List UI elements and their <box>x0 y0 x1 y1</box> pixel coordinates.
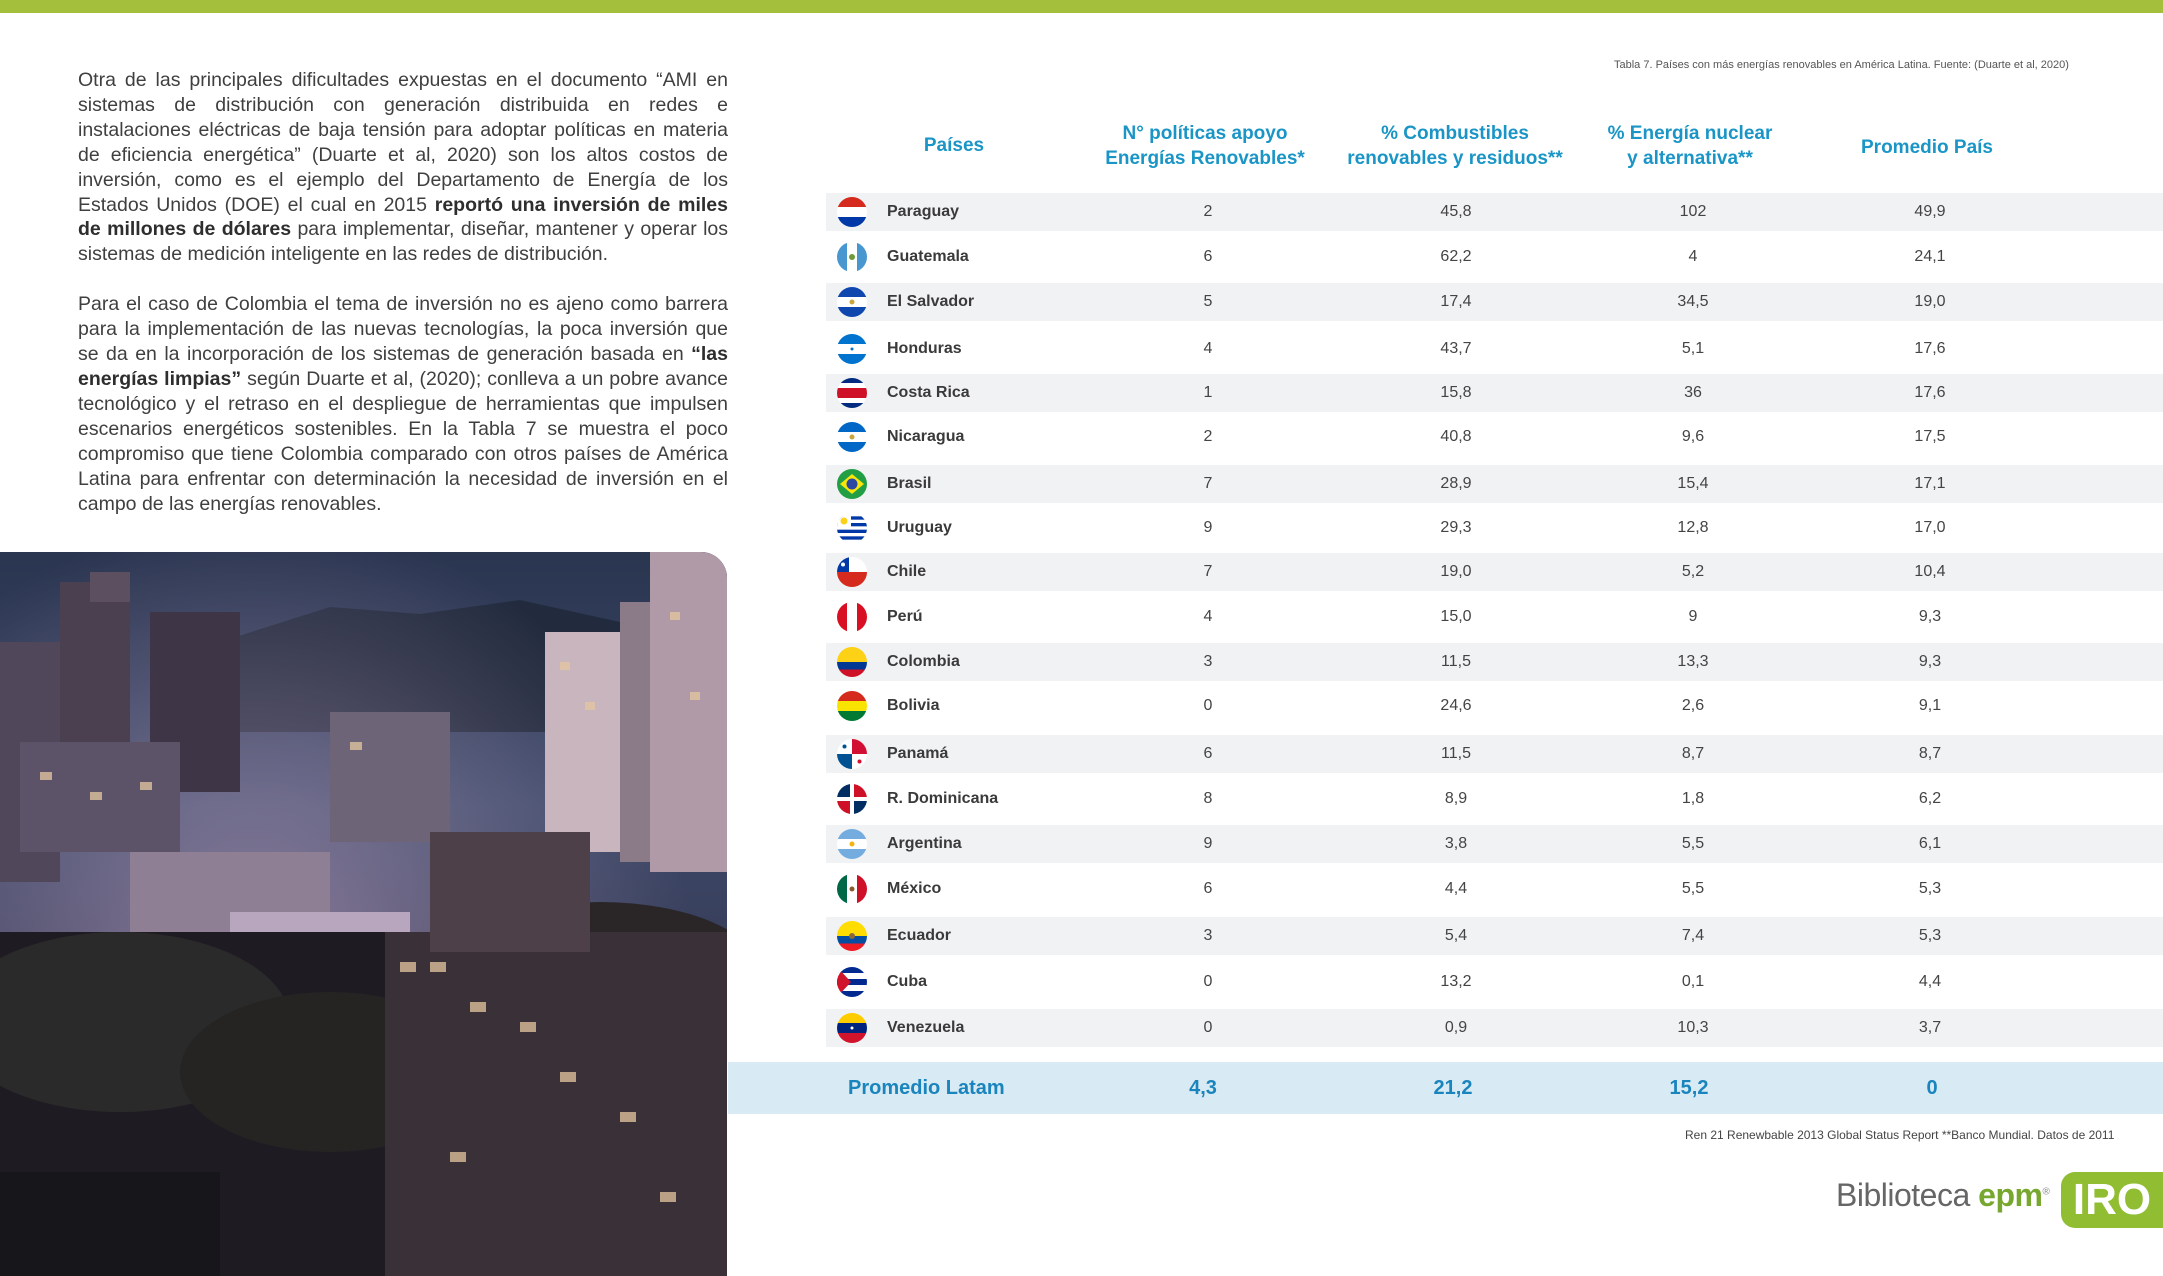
cell-promedio: 8,7 <box>1918 745 1942 762</box>
header-politicas <box>1080 121 1330 171</box>
flag-icon <box>837 378 867 408</box>
paragraph-2-bold: “las energías limpias” <box>78 343 728 390</box>
cell-nuclear: 5,1 <box>1681 340 1705 357</box>
header-nuclear-line1: % Energía nuclear <box>1607 123 1773 144</box>
table-row <box>826 465 2163 503</box>
cell-combustibles: 17,4 <box>1440 293 1472 310</box>
table-row <box>826 598 2163 636</box>
iro-badge: IRO <box>2061 1172 2163 1228</box>
country-name: Guatemala <box>887 248 969 265</box>
cell-combustibles: 24,6 <box>1440 697 1472 714</box>
header-nuclear <box>1565 121 1815 171</box>
header-nuclear-line2: y alternativa** <box>1627 148 1753 169</box>
flag-icon <box>837 1013 867 1043</box>
flag-icon <box>837 513 867 543</box>
cell-policies: 7 <box>1203 475 1213 492</box>
cell-combustibles: 40,8 <box>1440 428 1472 445</box>
table-row <box>826 283 2163 321</box>
cell-promedio: 17,0 <box>1914 519 1946 536</box>
header-combustibles-line1: % Combustibles <box>1381 123 1529 144</box>
country-name: Chile <box>887 563 927 580</box>
average-promedio: 0 <box>1926 1077 1938 1099</box>
flag-icon <box>837 784 867 814</box>
cell-combustibles: 13,2 <box>1440 973 1472 990</box>
table-row <box>826 643 2163 681</box>
table-header <box>0 118 2163 188</box>
country-name: Colombia <box>887 653 960 670</box>
cell-promedio: 6,1 <box>1918 835 1942 852</box>
cell-policies: 9 <box>1203 519 1213 536</box>
header-combustibles-line2: renovables y residuos** <box>1347 148 1563 169</box>
cell-combustibles: 5,4 <box>1444 927 1468 944</box>
cell-nuclear: 5,2 <box>1681 563 1705 580</box>
country-name: Cuba <box>887 973 927 990</box>
country-name: R. Dominicana <box>887 790 999 807</box>
country-name: Uruguay <box>887 519 952 536</box>
cell-policies: 1 <box>1203 384 1213 401</box>
cell-promedio: 4,4 <box>1918 973 1942 990</box>
header-paises: Países <box>923 135 985 156</box>
cell-policies: 8 <box>1203 790 1213 807</box>
cell-promedio: 9,3 <box>1918 608 1942 625</box>
country-name: Nicaragua <box>887 428 965 445</box>
cell-promedio: 49,9 <box>1914 203 1946 220</box>
flag-icon <box>837 602 867 632</box>
table-row <box>826 330 2163 368</box>
table-footnote: Ren 21 Renewbable 2013 Global Status Report **Banco Mundial. Datos de 2011 <box>1685 1128 2115 1142</box>
cell-policies: 6 <box>1203 745 1213 762</box>
cell-combustibles: 29,3 <box>1440 519 1472 536</box>
flag-icon <box>837 647 867 677</box>
cell-combustibles: 15,8 <box>1440 384 1472 401</box>
cell-policies: 3 <box>1203 927 1213 944</box>
cell-combustibles: 11,5 <box>1441 745 1471 762</box>
top-accent-bar <box>0 0 2163 13</box>
cell-promedio: 6,2 <box>1918 790 1942 807</box>
cell-policies: 5 <box>1203 293 1213 310</box>
cell-promedio: 10,4 <box>1914 563 1946 580</box>
flag-icon <box>837 422 867 452</box>
cell-nuclear: 12,8 <box>1677 519 1709 536</box>
cell-policies: 4 <box>1203 340 1213 357</box>
country-name: Costa Rica <box>887 384 970 401</box>
table-row <box>826 509 2163 547</box>
country-name: México <box>887 880 942 897</box>
flag-icon <box>837 197 867 227</box>
flag-icon <box>837 287 867 317</box>
brand-epm: epm <box>1978 1177 2043 1213</box>
cell-combustibles: 15,0 <box>1440 608 1472 625</box>
cell-promedio: 24,1 <box>1914 248 1946 265</box>
cell-nuclear: 7,4 <box>1681 927 1705 944</box>
cell-promedio: 5,3 <box>1918 880 1942 897</box>
cell-policies: 7 <box>1203 563 1213 580</box>
cell-combustibles: 3,8 <box>1444 835 1468 852</box>
flag-icon <box>837 242 867 272</box>
paragraph-2-text-end: según Duarte et al, (2020); conlleva a un pobre avance tecnológico y el retraso en el despliegue de herramientas que impulsen escenarios energéticos sostenibles. En la Tabla 7 se muestra el poco compromiso que tiene Colombia comparado con otros países de América Latina para enfrentar con determinación la necesidad de inversión en el campo de las energías renovables. <box>78 367 729 515</box>
cell-promedio: 5,3 <box>1918 927 1942 944</box>
country-name: Perú <box>887 608 923 625</box>
flag-icon <box>837 739 867 769</box>
cell-promedio: 9,1 <box>1918 697 1942 714</box>
table-row <box>826 687 2163 725</box>
country-name: Bolivia <box>887 697 940 714</box>
average-policies: 4,3 <box>1189 1077 1217 1099</box>
table-row <box>826 825 2163 863</box>
table-row <box>826 418 2163 456</box>
cell-policies: 0 <box>1203 697 1213 714</box>
country-name: Brasil <box>887 475 932 492</box>
cell-nuclear: 13,3 <box>1677 653 1709 670</box>
cell-nuclear: 0,1 <box>1681 973 1705 990</box>
cell-policies: 4 <box>1203 608 1213 625</box>
cell-nuclear: 102 <box>1679 203 1707 220</box>
cell-combustibles: 8,9 <box>1444 790 1468 807</box>
flag-icon <box>837 967 867 997</box>
paragraph-1-bold: reportó una inversión de miles de millones de dólares <box>78 193 728 241</box>
header-politicas-line2: Energías Renovables* <box>1105 148 1305 169</box>
table-row <box>826 374 2163 412</box>
table-row <box>826 193 2163 231</box>
table-caption: Tabla 7. Países con más energías renovables en América Latina. Fuente: (Duarte et al, 2020) <box>1614 59 2069 71</box>
cell-combustibles: 43,7 <box>1440 340 1472 357</box>
cell-nuclear: 9 <box>1688 608 1698 625</box>
table-row <box>826 1009 2163 1047</box>
country-name: Venezuela <box>887 1019 965 1036</box>
cell-policies: 2 <box>1203 203 1213 220</box>
paragraph-1-text: Otra de las principales dificultades expuestas en el documento “AMI en sistemas de distribución con generación distribuida en redes e instalaciones eléctricas de baja tensión para adoptar políticas en materia de eficiencia energética” (Duarte et al, 2020) son los altos costos de inversión, como es el ejemplo del Departamento de Energía de los Estados Unidos (DOE) el cual en 2015 <box>78 69 728 216</box>
cell-promedio: 17,1 <box>1914 475 1946 492</box>
cell-nuclear: 34,5 <box>1677 293 1709 310</box>
paragraph-1-text-end: para implementar, diseñar, mantener y operar los sistemas de medición inteligente en las redes de distribución. <box>78 218 728 266</box>
cell-combustibles: 28,9 <box>1440 475 1472 492</box>
cell-nuclear: 5,5 <box>1681 880 1705 897</box>
country-name: Panamá <box>887 745 949 762</box>
cell-nuclear: 10,3 <box>1677 1019 1709 1036</box>
cell-nuclear: 1,8 <box>1681 790 1705 807</box>
average-nuclear: 15,2 <box>1669 1077 1709 1099</box>
brand-biblioteca: Biblioteca <box>1836 1177 1970 1213</box>
flag-icon <box>837 334 867 364</box>
country-name: Paraguay <box>887 203 960 220</box>
header-promedio: Promedio País <box>1861 137 1993 158</box>
flag-icon <box>837 469 867 499</box>
cell-policies: 6 <box>1203 248 1213 265</box>
city-night-photo <box>0 552 727 1276</box>
country-name: Argentina <box>887 835 962 852</box>
header-politicas-line1: N° políticas apoyo <box>1122 123 1288 144</box>
cell-nuclear: 9,6 <box>1681 428 1705 445</box>
cell-promedio: 17,6 <box>1914 384 1946 401</box>
cell-combustibles: 45,8 <box>1440 203 1472 220</box>
cell-combustibles: 11,5 <box>1441 653 1471 670</box>
cell-nuclear: 15,4 <box>1677 475 1709 492</box>
average-combustibles: 21,2 <box>1433 1077 1473 1099</box>
cell-promedio: 17,6 <box>1914 340 1946 357</box>
flag-icon <box>837 557 867 587</box>
cell-policies: 2 <box>1203 428 1213 445</box>
cell-promedio: 19,0 <box>1914 293 1946 310</box>
brand-logo <box>1836 1177 2049 1214</box>
cell-policies: 3 <box>1203 653 1213 670</box>
country-name: Honduras <box>887 340 962 357</box>
country-name: Ecuador <box>887 927 952 944</box>
cell-nuclear: 36 <box>1684 384 1702 401</box>
cell-nuclear: 2,6 <box>1681 697 1705 714</box>
table-row <box>826 963 2163 1001</box>
cell-combustibles: 0,9 <box>1444 1019 1468 1036</box>
average-row <box>728 1062 2163 1114</box>
cell-policies: 0 <box>1203 1019 1213 1036</box>
table-row <box>826 238 2163 276</box>
cell-nuclear: 5,5 <box>1681 835 1705 852</box>
cell-nuclear: 4 <box>1688 248 1698 265</box>
cell-policies: 6 <box>1203 880 1213 897</box>
cell-combustibles: 4,4 <box>1444 880 1468 897</box>
cell-combustibles: 62,2 <box>1440 248 1472 265</box>
cell-policies: 9 <box>1203 835 1213 852</box>
cell-promedio: 3,7 <box>1918 1019 1942 1036</box>
table-row <box>826 553 2163 591</box>
flag-icon <box>837 921 867 951</box>
flag-icon <box>837 874 867 904</box>
cell-promedio: 9,3 <box>1918 653 1942 670</box>
table-row <box>826 917 2163 955</box>
table-row <box>826 870 2163 908</box>
cell-nuclear: 8,7 <box>1681 745 1705 762</box>
country-name: El Salvador <box>887 293 975 310</box>
brand-registered: ® <box>2042 1186 2050 1198</box>
cell-promedio: 17,5 <box>1914 428 1946 445</box>
paragraph-2 <box>78 292 728 516</box>
cell-combustibles: 19,0 <box>1440 563 1472 580</box>
average-label: Promedio Latam <box>848 1077 1005 1099</box>
cell-policies: 0 <box>1203 973 1213 990</box>
paragraph-2-text: Para el caso de Colombia el tema de inversión no es ajeno como barrera para la implementación de las nuevas tecnologías, la poca inversión que se da en la incorporación de los sistemas de generación basada en <box>78 293 728 366</box>
table-row <box>826 735 2163 773</box>
flag-icon <box>837 829 867 859</box>
flag-icon <box>837 691 867 721</box>
table-row <box>826 780 2163 818</box>
header-combustibles <box>1330 121 1580 171</box>
